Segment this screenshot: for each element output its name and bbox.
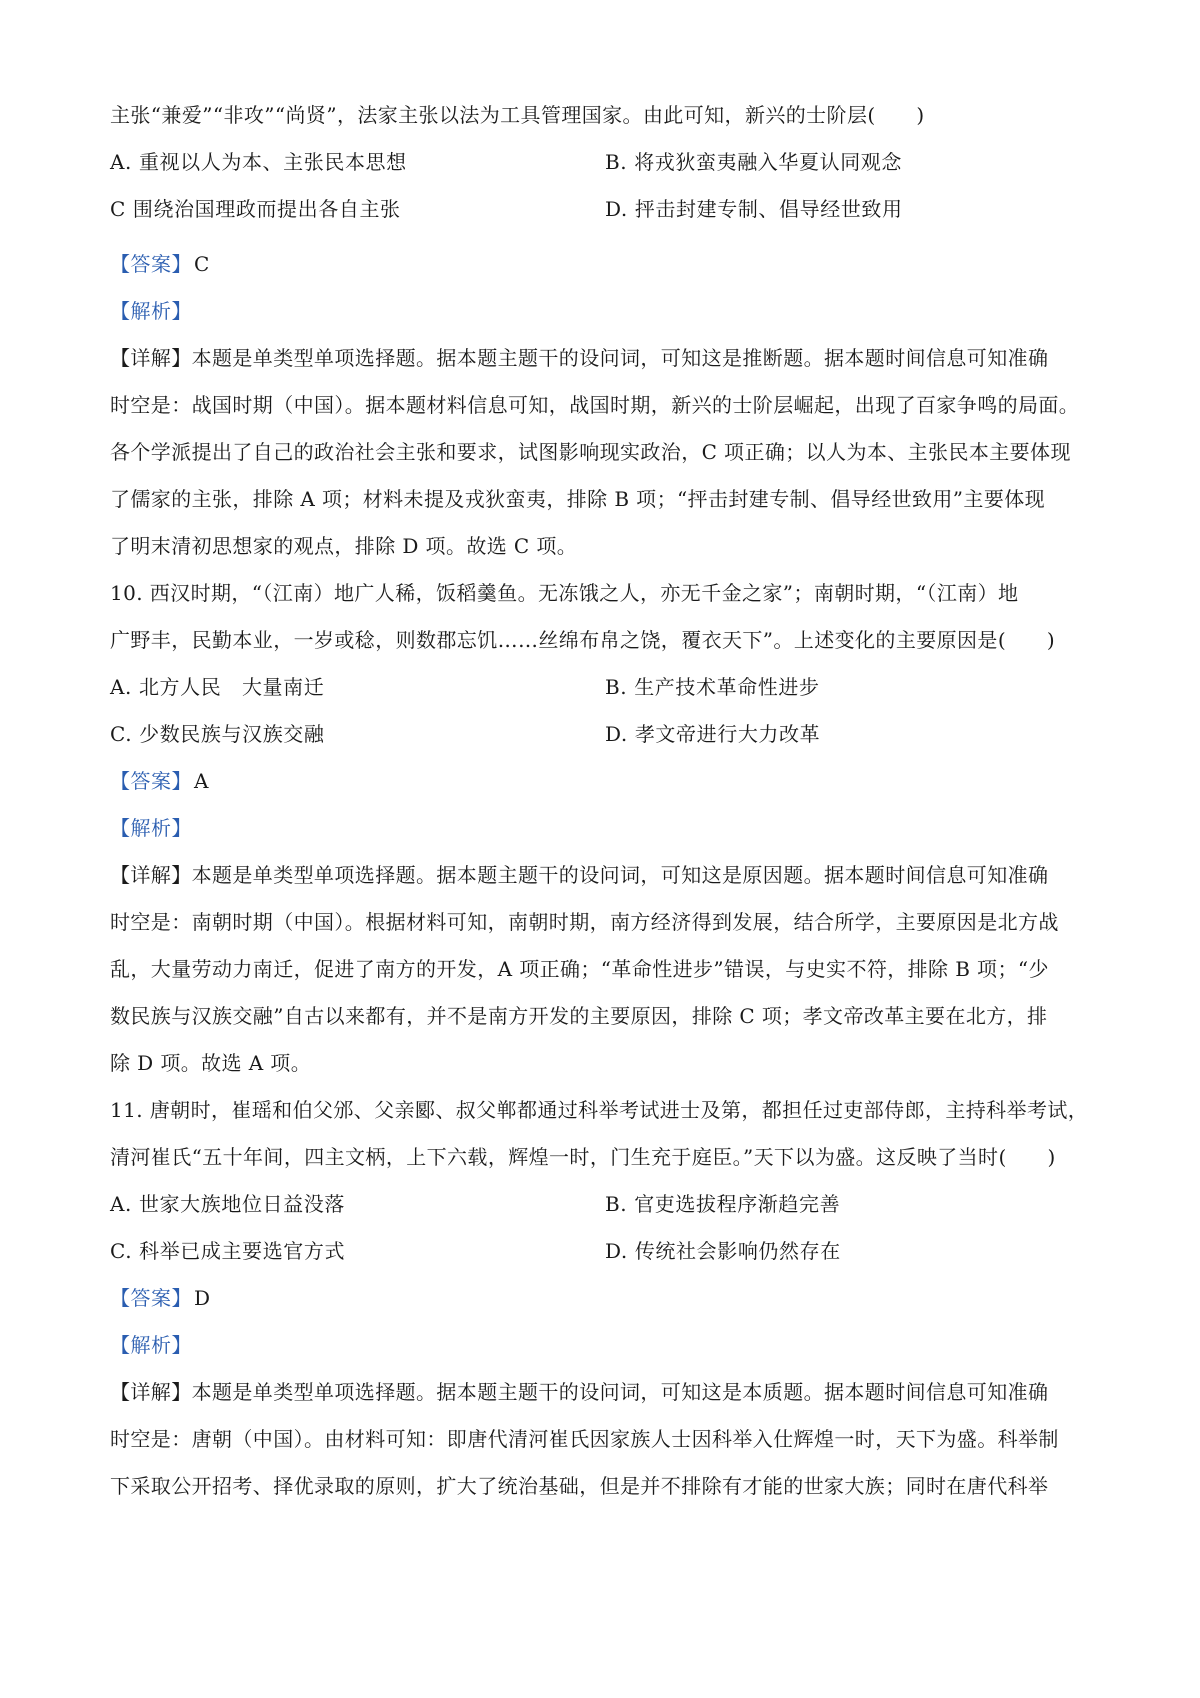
q11-detail-line-1: 【详解】本题是单类型单项选择题。据本题主题干的设问词，可知这是本质题。据本题时间信息可知准确 — [110, 1380, 1049, 1404]
q11-answer-label: 【答案】 — [110, 1286, 192, 1310]
q11-answer-value: D — [194, 1286, 211, 1310]
q9-options-row-2 — [110, 186, 1100, 233]
q10-detail-line-3: 乱，大量劳动力南迁，促进了南方的开发，A 项正确；“革命性进步”错误，与史实不符，排除 B 项；“少 — [110, 957, 1049, 981]
q11-detail-line-2: 时空是：唐朝（中国）。由材料可知：即唐代清河崔氏因家族人士因科举入仕辉煌一时，天下为盛。科举制 — [110, 1427, 1059, 1451]
q10-detail-line-1: 【详解】本题是单类型单项选择题。据本题主题干的设问词，可知这是原因题。据本题时间信息可知准确 — [110, 863, 1049, 887]
q10-answer — [110, 758, 1100, 805]
q11-option-b: B. 官吏选拔程序渐趋完善 — [605, 1192, 841, 1216]
q9-analysis-label: 【解析】 — [110, 299, 192, 323]
q11-analysis-label: 【解析】 — [110, 1333, 192, 1357]
q10-options-row-2 — [110, 711, 1100, 758]
q10-options-row-1 — [110, 664, 1100, 711]
q11-answer — [110, 1275, 1100, 1322]
q9-detail-line-1: 【详解】本题是单类型单项选择题。据本题主题干的设问词，可知这是推断题。据本题时间信息可知准确 — [110, 346, 1049, 370]
q9-option-d: D. 抨击封建专制、倡导经世致用 — [605, 197, 903, 221]
q9-option-a: A. 重视以人为本、主张民本思想 — [110, 150, 407, 174]
q9-detail-line-5: 了明末清初思想家的观点，排除 D 项。故选 C 项。 — [110, 534, 578, 558]
q9-answer-label: 【答案】 — [110, 252, 192, 276]
q11-stem-line-1: 11. 唐朝时，崔瑶和伯父邠、父亲郾、叔父郸都通过科举考试进士及第，都担任过吏部侍郎，主持科举考试， — [110, 1098, 1089, 1122]
q10-detail-line-4: 数民族与汉族交融”自古以来都有，并不是南方开发的主要原因，排除 C 项；孝文帝改革主要在北方，排 — [110, 1004, 1048, 1028]
q9-detail-line-3: 各个学派提出了自己的政治社会主张和要求，试图影响现实政治，C 项正确；以人为本、主张民本主要体现 — [110, 440, 1071, 464]
q9-answer-value: C — [194, 252, 210, 276]
q10-option-d: D. 孝文帝进行大力改革 — [605, 722, 821, 746]
q11-option-c: C. 科举已成主要选官方式 — [110, 1239, 346, 1263]
q10-option-a: A. 北方人民 大量南迁 — [110, 675, 325, 699]
q9-options-row-1 — [110, 139, 1100, 186]
q11-option-d: D. 传统社会影响仍然存在 — [605, 1239, 841, 1263]
q10-stem-line-2: 广野丰，民勤本业，一岁或稔，则数郡忘饥……丝绵布帛之饶，覆衣天下”。上述变化的主要原因是( ) — [110, 628, 1056, 652]
q10-detail-line-2: 时空是：南朝时期（中国）。根据材料可知，南朝时期，南方经济得到发展，结合所学，主要原因是北方战 — [110, 910, 1059, 934]
q9-option-c: C 围绕治国理政而提出各自主张 — [110, 197, 401, 221]
q10-stem-line-1: 10. 西汉时期，“（江南）地广人稀，饭稻羹鱼。无冻饿之人，亦无千金之家”；南朝时期，“（江南）地 — [110, 581, 1019, 605]
q9-option-b: B. 将戎狄蛮夷融入华夏认同观念 — [605, 150, 903, 174]
q11-options-row-1 — [110, 1181, 1100, 1228]
q10-option-c: C. 少数民族与汉族交融 — [110, 722, 325, 746]
q11-options-row-2 — [110, 1228, 1100, 1275]
q9-stem-tail: 主张“兼爱”“非攻”“尚贤”，法家主张以法为工具管理国家。由此可知，新兴的士阶层( ) — [110, 103, 925, 127]
q10-detail-line-5: 除 D 项。故选 A 项。 — [110, 1051, 312, 1075]
q11-detail-line-3: 下采取公开招考、择优录取的原则，扩大了统治基础，但是并不排除有才能的世家大族；同时在唐代科举 — [110, 1474, 1049, 1498]
q9-answer — [110, 241, 1100, 288]
q10-option-b: B. 生产技术革命性进步 — [605, 675, 820, 699]
q11-option-a: A. 世家大族地位日益没落 — [110, 1192, 345, 1216]
q9-detail-line-4: 了儒家的主张，排除 A 项；材料未提及戎狄蛮夷，排除 B 项；“抨击封建专制、倡导经世致用”主要体现 — [110, 487, 1046, 511]
q10-answer-label: 【答案】 — [110, 769, 192, 793]
document-page — [110, 92, 1100, 1510]
q10-answer-value: A — [194, 769, 209, 793]
q9-detail-line-2: 时空是：战国时期（中国）。据本题材料信息可知，战国时期，新兴的士阶层崛起，出现了百家争鸣的局面。 — [110, 393, 1080, 417]
q11-stem-line-2: 清河崔氏“五十年间，四主文柄，上下六载，辉煌一时，门生充于庭臣。”天下以为盛。这反映了当时( ) — [110, 1145, 1056, 1169]
q10-analysis-label: 【解析】 — [110, 816, 192, 840]
